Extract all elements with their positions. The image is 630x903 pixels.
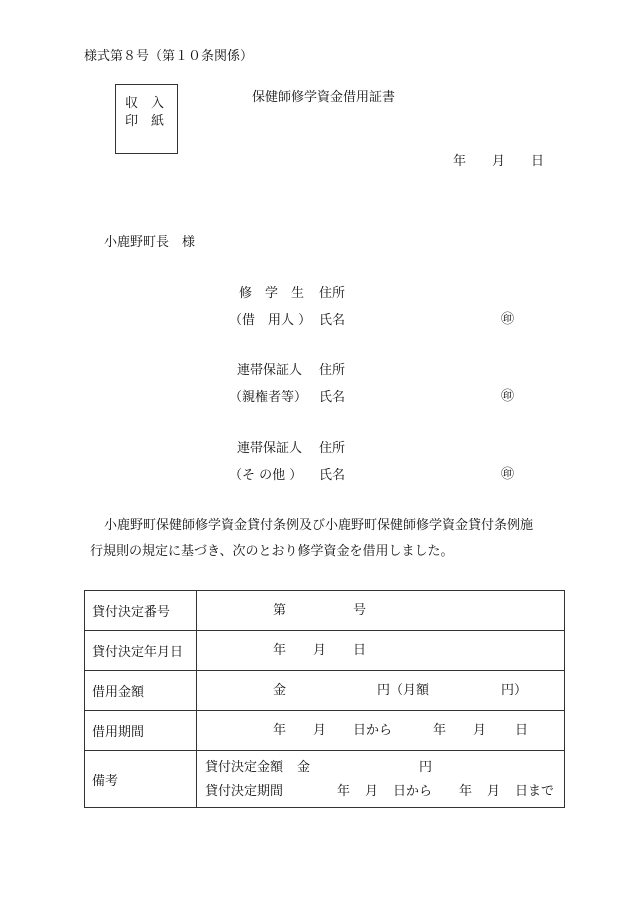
- date-line: 年 月 日: [453, 154, 545, 169]
- row-value: [197, 671, 565, 711]
- value-part: 月: [473, 723, 487, 738]
- seal-mark: ㊞: [501, 312, 515, 327]
- party-role: 連帯保証人: [237, 363, 303, 378]
- row-value: [197, 591, 565, 631]
- table-row: [85, 711, 565, 751]
- value-part: 号: [353, 603, 367, 618]
- table-row: [85, 591, 565, 631]
- value-part: 金: [273, 683, 287, 698]
- body-text-line1: 小鹿野町保健師修学資金貸付条例及び小鹿野町保健師修学資金貸付条例施: [104, 518, 534, 533]
- stamp-line2: 印 紙: [125, 114, 165, 129]
- value-part: 日から: [393, 784, 433, 799]
- value-part: 月: [487, 784, 501, 799]
- row-label: 借用金額: [85, 671, 197, 711]
- value-part: 円（月額: [377, 683, 430, 698]
- value-part: 年: [433, 723, 447, 738]
- row-label: 貸付決定年月日: [85, 631, 197, 671]
- value-part: 円）: [501, 683, 528, 698]
- row-label: 貸付決定番号: [85, 591, 197, 631]
- address-label: 住所: [319, 363, 346, 378]
- party-role-sub: （親権者等）: [229, 390, 308, 405]
- name-label: 氏名: [319, 468, 346, 483]
- body-text-line2: 行規則の規定に基づき、次のとおり修学資金を借用しました。: [90, 544, 454, 559]
- row-value: [197, 711, 565, 751]
- value-part: 月: [365, 784, 379, 799]
- party-role-sub: （借 用人 ）: [229, 313, 312, 328]
- document-title: 保健師修学資金借用証書: [252, 90, 396, 105]
- name-label: 氏名: [319, 390, 346, 405]
- value-part: 年: [273, 643, 287, 658]
- party-role: 連帯保証人: [237, 441, 303, 456]
- value-part: 年: [337, 784, 351, 799]
- row-value: [197, 631, 565, 671]
- value-part: 年: [273, 723, 287, 738]
- table-row: [85, 751, 565, 808]
- value-part: 日: [515, 723, 529, 738]
- value-part: 貸付決定期間: [205, 784, 284, 799]
- seal-mark: ㊞: [501, 467, 515, 482]
- row-label: 借用期間: [85, 711, 197, 751]
- name-label: 氏名: [319, 313, 346, 328]
- value-part: 貸付決定金額: [205, 760, 284, 775]
- value-part: 月: [313, 643, 327, 658]
- value-part: 日から: [353, 723, 393, 738]
- loan-info-table: [84, 590, 565, 808]
- table-row: [85, 631, 565, 671]
- stamp-line1: 収 入: [125, 96, 165, 111]
- row-value: [197, 751, 565, 808]
- party-role: 修 学 生: [239, 286, 305, 301]
- table-row: [85, 671, 565, 711]
- value-part: 年: [459, 784, 473, 799]
- value-part: 円: [419, 760, 433, 775]
- revenue-stamp-box: [115, 84, 178, 154]
- party-role-sub: （そ の他 ）: [229, 468, 303, 483]
- value-part: 日まで: [515, 784, 555, 799]
- value-part: 月: [313, 723, 327, 738]
- address-label: 住所: [319, 286, 346, 301]
- row-label: 備考: [85, 751, 197, 808]
- seal-mark: ㊞: [501, 389, 515, 404]
- value-part: 第: [273, 603, 287, 618]
- value-part: 日: [353, 643, 367, 658]
- address-label: 住所: [319, 441, 346, 456]
- addressee: 小鹿野町長 様: [104, 235, 196, 250]
- value-part: 金: [297, 760, 311, 775]
- form-number: 様式第８号（第１０条関係）: [84, 49, 254, 64]
